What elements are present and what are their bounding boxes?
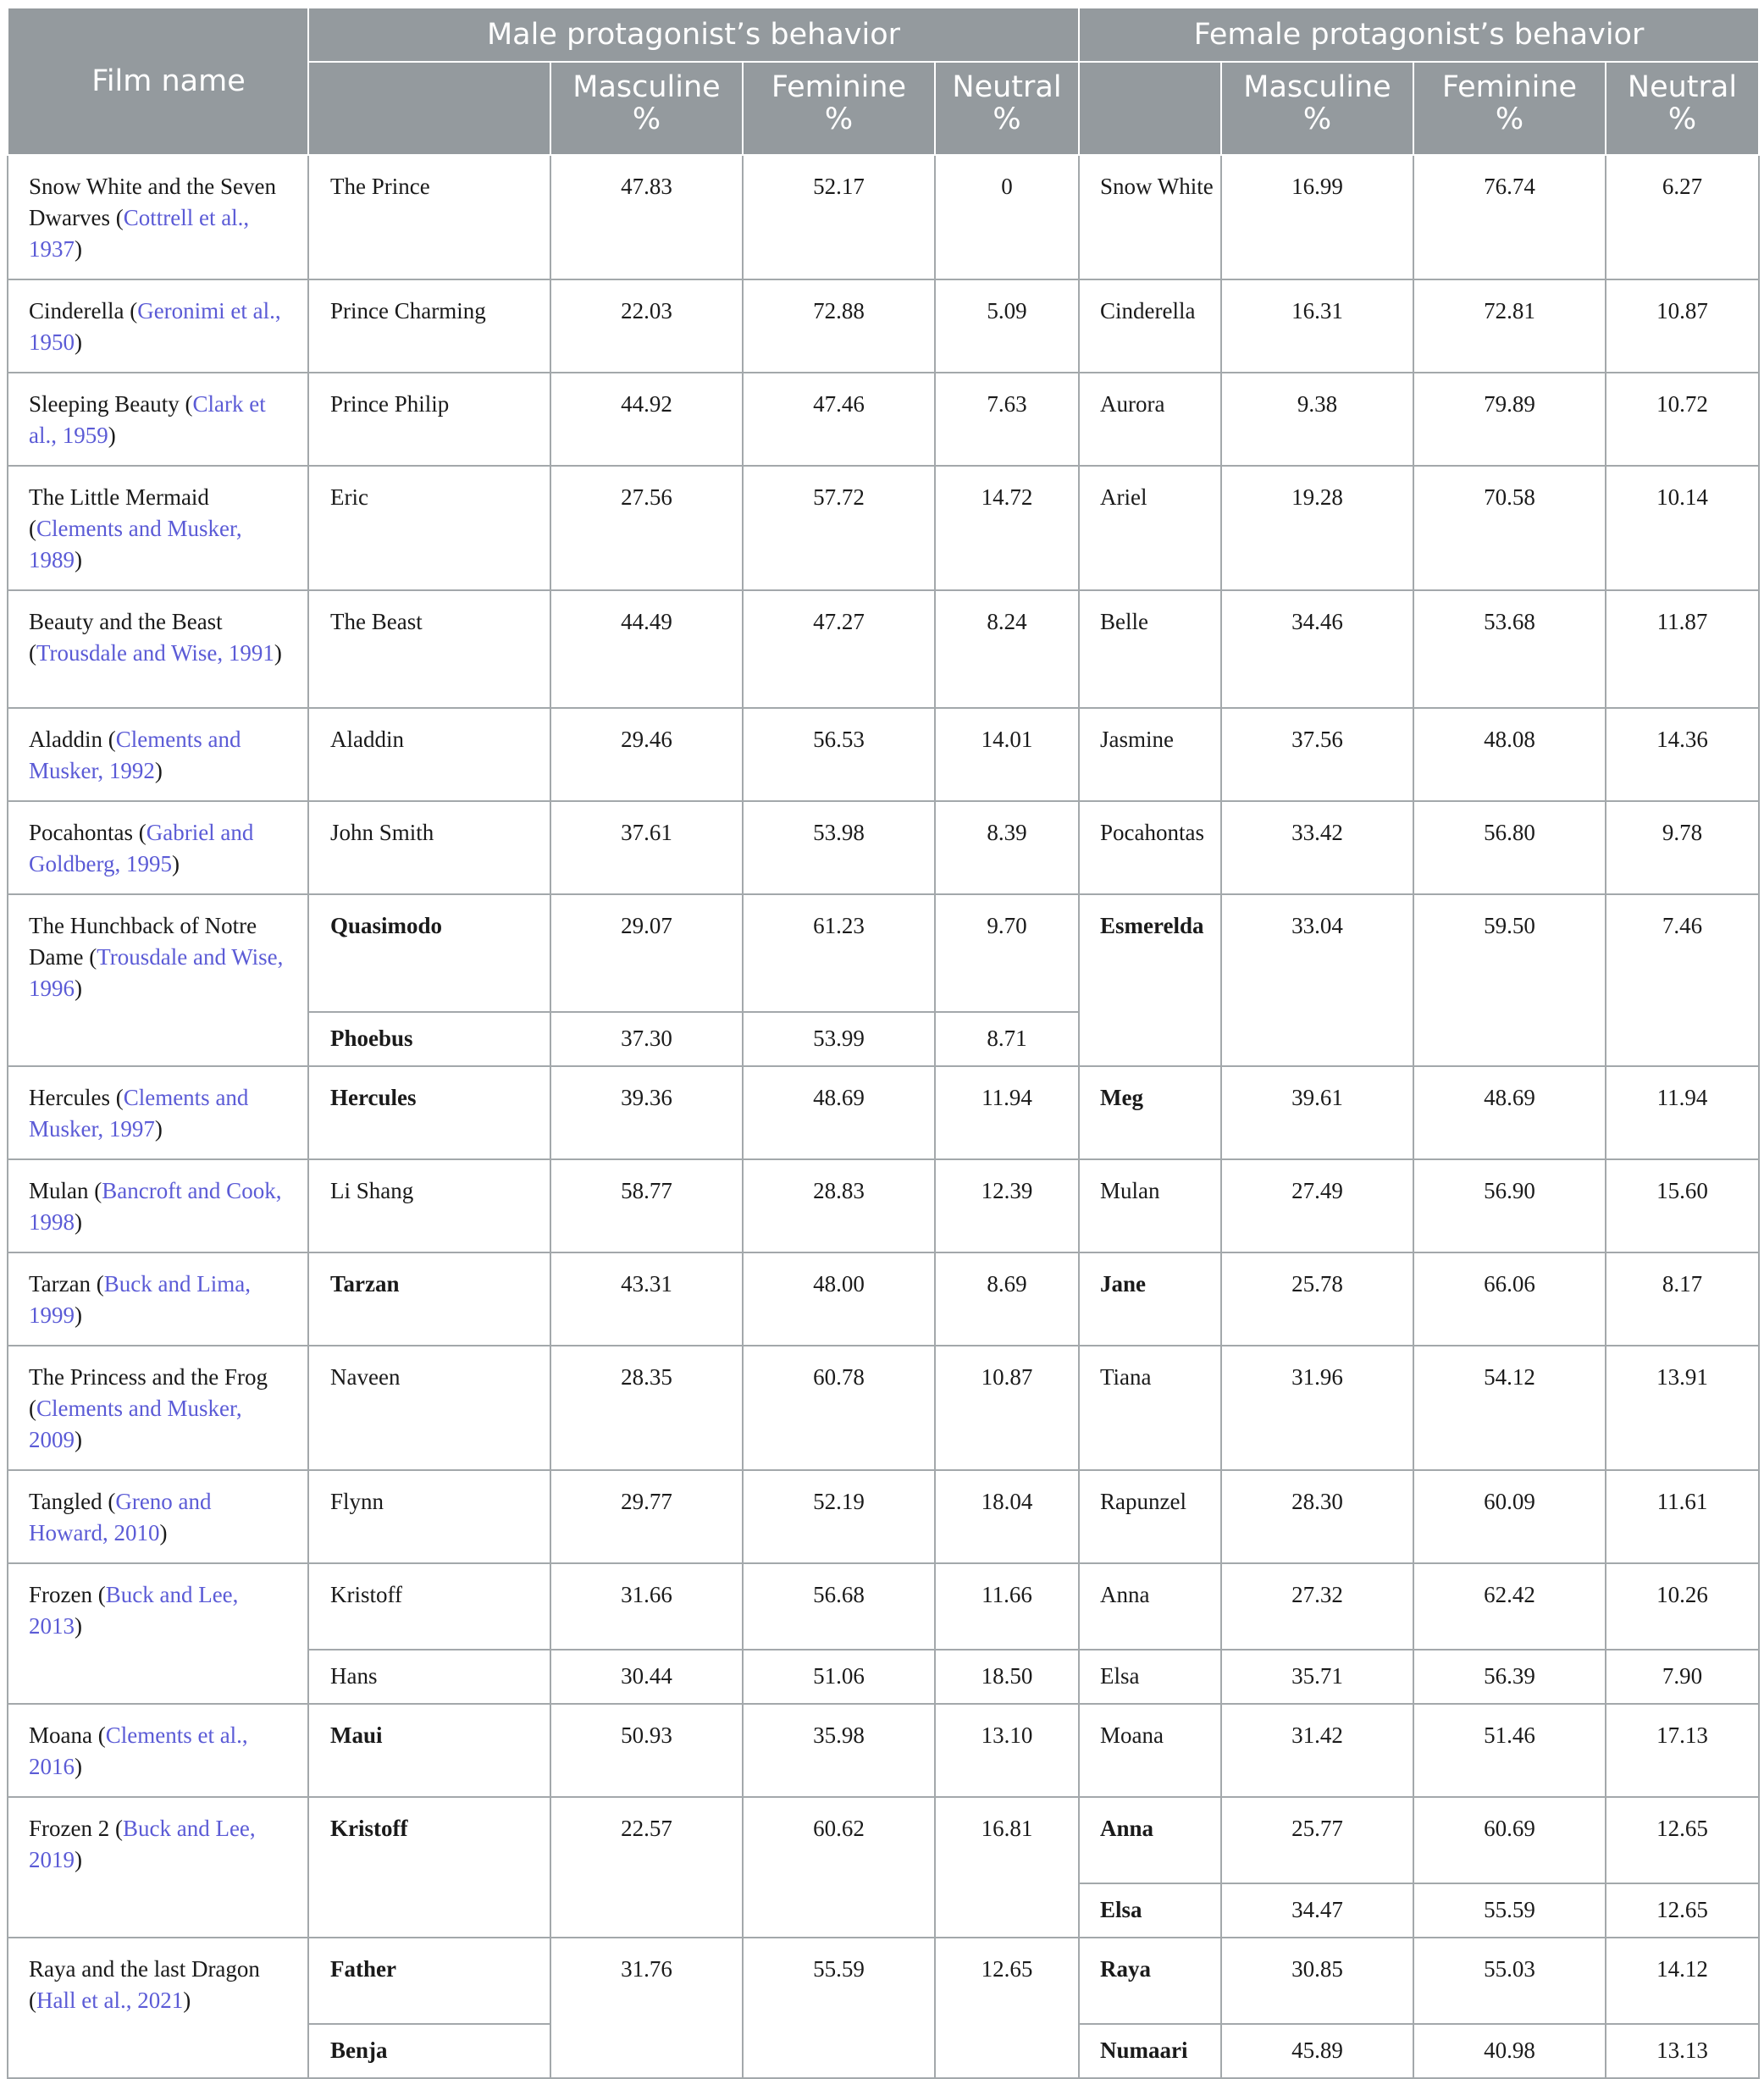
male-neutral-value: 14.72: [935, 466, 1079, 590]
female-character: Aurora: [1079, 373, 1221, 466]
female-masculine-value: 16.31: [1221, 279, 1413, 373]
female-feminine-value: 48.69: [1413, 1066, 1606, 1159]
male-feminine-value: 60.62: [743, 1797, 935, 1938]
film-cell: Moana (Clements et al., 2016): [8, 1704, 308, 1797]
film-cell: Pocahontas (Gabriel and Goldberg, 1995): [8, 801, 308, 894]
film-cell: Tarzan (Buck and Lima, 1999): [8, 1252, 308, 1346]
female-neutral-value: 12.65: [1606, 1883, 1759, 1938]
male-neutral-value: 12.39: [935, 1159, 1079, 1252]
male-neutral-value: 5.09: [935, 279, 1079, 373]
male-character: Prince Charming: [308, 279, 550, 373]
film-cell: Aladdin (Clements and Musker, 1992): [8, 708, 308, 801]
male-feminine-value: 35.98: [743, 1704, 935, 1797]
female-neutral-value: 7.90: [1606, 1650, 1759, 1704]
female-neutral-value: 10.26: [1606, 1563, 1759, 1650]
male-neutral-value: 11.94: [935, 1066, 1079, 1159]
male-masculine-value: 50.93: [550, 1704, 743, 1797]
female-feminine-value: 62.42: [1413, 1563, 1606, 1650]
male-feminine-value: 56.68: [743, 1563, 935, 1650]
male-character: Aladdin: [308, 708, 550, 801]
male-feminine-value: 52.19: [743, 1470, 935, 1563]
male-feminine-value: 53.98: [743, 801, 935, 894]
female-name-header: [1079, 62, 1221, 155]
male-character: Prince Philip: [308, 373, 550, 466]
table-row: [8, 1066, 1759, 1159]
male-feminine-value: 53.99: [743, 1012, 935, 1066]
female-masculine-value: 31.42: [1221, 1704, 1413, 1797]
citation-link[interactable]: Buck and Lee, 2013: [29, 1582, 239, 1639]
male-feminine-value: 47.46: [743, 373, 935, 466]
female-masculine-value: 25.77: [1221, 1797, 1413, 1883]
table-row: [8, 1797, 1759, 1883]
female-character: Moana: [1079, 1704, 1221, 1797]
female-neutral-value: 6.27: [1606, 155, 1759, 279]
female-neutral-value: 14.12: [1606, 1938, 1759, 2024]
table-row: [8, 373, 1759, 466]
female-masculine-value: 28.30: [1221, 1470, 1413, 1563]
male-masculine-value: 37.61: [550, 801, 743, 894]
female-neutral-header: Neutral %: [1606, 62, 1759, 155]
male-feminine-header: Feminine %: [743, 62, 935, 155]
male-neutral-value: 11.66: [935, 1563, 1079, 1650]
female-feminine-value: 60.69: [1413, 1797, 1606, 1883]
female-character: Meg: [1079, 1066, 1221, 1159]
table-row: [8, 1704, 1759, 1797]
female-character: Snow White: [1079, 155, 1221, 279]
female-masculine-value: 30.85: [1221, 1938, 1413, 2024]
female-masculine-value: 35.71: [1221, 1650, 1413, 1704]
citation-link[interactable]: Cottrell et al., 1937: [29, 205, 250, 262]
citation-link[interactable]: Clements and Musker, 1997: [29, 1085, 249, 1142]
female-neutral-value: 13.91: [1606, 1346, 1759, 1470]
male-neutral-value: 16.81: [935, 1797, 1079, 1938]
male-neutral-value: 14.01: [935, 708, 1079, 801]
female-neutral-value: 10.87: [1606, 279, 1759, 373]
male-feminine-value: 61.23: [743, 894, 935, 1012]
male-character: Hans: [308, 1650, 550, 1704]
film-cell: Snow White and the Seven Dwarves (Cottrell et al., 1937): [8, 155, 308, 279]
male-feminine-value: 52.17: [743, 155, 935, 279]
table-row: [8, 1470, 1759, 1563]
citation-link[interactable]: Clements and Musker, 2009: [29, 1396, 242, 1452]
male-feminine-value: 51.06: [743, 1650, 935, 1704]
female-feminine-value: 70.58: [1413, 466, 1606, 590]
male-feminine-value: 72.88: [743, 279, 935, 373]
male-character: Benja: [308, 2024, 550, 2078]
table-row: [8, 894, 1759, 1012]
male-character: Quasimodo: [308, 894, 550, 1012]
table-row: [8, 279, 1759, 373]
female-masculine-header: Masculine %: [1221, 62, 1413, 155]
male-masculine-value: 29.46: [550, 708, 743, 801]
table-row: [8, 1252, 1759, 1346]
male-neutral-header: Neutral %: [935, 62, 1079, 155]
film-cell: Tangled (Greno and Howard, 2010): [8, 1470, 308, 1563]
male-neutral-value: 18.50: [935, 1650, 1079, 1704]
male-character: Flynn: [308, 1470, 550, 1563]
table-row: [8, 1346, 1759, 1470]
film-cell: Mulan (Bancroft and Cook, 1998): [8, 1159, 308, 1252]
male-neutral-value: 13.10: [935, 1704, 1079, 1797]
citation-link[interactable]: Clark et al., 1959: [29, 391, 266, 448]
male-neutral-value: 18.04: [935, 1470, 1079, 1563]
female-character: Mulan: [1079, 1159, 1221, 1252]
film-cell: Sleeping Beauty (Clark et al., 1959): [8, 373, 308, 466]
male-feminine-value: 55.59: [743, 1938, 935, 2078]
male-character: Eric: [308, 466, 550, 590]
female-masculine-value: 33.42: [1221, 801, 1413, 894]
citation-link[interactable]: Buck and Lee, 2019: [29, 1816, 256, 1872]
female-feminine-value: 60.09: [1413, 1470, 1606, 1563]
male-feminine-value: 60.78: [743, 1346, 935, 1470]
male-character: Hercules: [308, 1066, 550, 1159]
citation-link[interactable]: Geronimi et al., 1950: [29, 298, 281, 355]
male-masculine-value: 31.66: [550, 1563, 743, 1650]
male-masculine-value: 58.77: [550, 1159, 743, 1252]
citation-link[interactable]: Clements and Musker, 1992: [29, 727, 241, 783]
female-neutral-value: 7.46: [1606, 894, 1759, 1066]
male-character: Naveen: [308, 1346, 550, 1470]
film-cell: Frozen (Buck and Lee, 2013): [8, 1563, 308, 1704]
female-character: Jane: [1079, 1252, 1221, 1346]
male-neutral-value: 7.63: [935, 373, 1079, 466]
male-feminine-value: 48.00: [743, 1252, 935, 1346]
female-masculine-value: 34.46: [1221, 590, 1413, 708]
female-masculine-value: 16.99: [1221, 155, 1413, 279]
male-character: Kristoff: [308, 1797, 550, 1938]
female-feminine-value: 79.89: [1413, 373, 1606, 466]
film-cell: Raya and the last Dragon (Hall et al., 2021): [8, 1938, 308, 2078]
citation-link[interactable]: Gabriel and Goldberg, 1995: [29, 820, 254, 876]
male-character: John Smith: [308, 801, 550, 894]
film-cell: The Hunchback of Notre Dame (Trousdale and Wise, 1996): [8, 894, 308, 1066]
female-feminine-value: 55.59: [1413, 1883, 1606, 1938]
female-masculine-value: 31.96: [1221, 1346, 1413, 1470]
female-masculine-value: 19.28: [1221, 466, 1413, 590]
male-feminine-value: 48.69: [743, 1066, 935, 1159]
film-cell: The Little Mermaid (Clements and Musker, 1989): [8, 466, 308, 590]
female-character: Belle: [1079, 590, 1221, 708]
female-feminine-value: 56.80: [1413, 801, 1606, 894]
female-neutral-value: 14.36: [1606, 708, 1759, 801]
female-feminine-value: 72.81: [1413, 279, 1606, 373]
film-cell: The Princess and the Frog (Clements and Musker, 2009): [8, 1346, 308, 1470]
female-feminine-value: 59.50: [1413, 894, 1606, 1066]
female-feminine-value: 66.06: [1413, 1252, 1606, 1346]
film-cell: Cinderella (Geronimi et al., 1950): [8, 279, 308, 373]
female-masculine-value: 34.47: [1221, 1883, 1413, 1938]
male-masculine-value: 28.35: [550, 1346, 743, 1470]
female-masculine-value: 33.04: [1221, 894, 1413, 1066]
male-masculine-value: 30.44: [550, 1650, 743, 1704]
female-neutral-value: 10.14: [1606, 466, 1759, 590]
male-masculine-value: 44.49: [550, 590, 743, 708]
male-character: The Beast: [308, 590, 550, 708]
male-masculine-value: 22.57: [550, 1797, 743, 1938]
female-neutral-value: 8.17: [1606, 1252, 1759, 1346]
female-character: Anna: [1079, 1797, 1221, 1883]
table-row: [8, 801, 1759, 894]
male-neutral-value: 0: [935, 155, 1079, 279]
female-masculine-value: 37.56: [1221, 708, 1413, 801]
female-feminine-value: 53.68: [1413, 590, 1606, 708]
male-masculine-value: 39.36: [550, 1066, 743, 1159]
citation-link[interactable]: Trousdale and Wise, 1991: [36, 640, 274, 666]
female-character: Anna: [1079, 1563, 1221, 1650]
male-character: Phoebus: [308, 1012, 550, 1066]
film-cell: Beauty and the Beast (Trousdale and Wise, 1991): [8, 590, 308, 708]
table-row: [8, 1159, 1759, 1252]
male-neutral-value: 8.39: [935, 801, 1079, 894]
female-character: Tiana: [1079, 1346, 1221, 1470]
male-neutral-value: 8.24: [935, 590, 1079, 708]
male-masculine-value: 31.76: [550, 1938, 743, 2078]
female-character: Numaari: [1079, 2024, 1221, 2078]
male-feminine-value: 47.27: [743, 590, 935, 708]
female-character: Esmerelda: [1079, 894, 1221, 1066]
female-masculine-value: 9.38: [1221, 373, 1413, 466]
male-feminine-value: 28.83: [743, 1159, 935, 1252]
table-row: [8, 1563, 1759, 1650]
citation-link[interactable]: Hall et al., 2021: [36, 1988, 184, 2013]
film-cell: Hercules (Clements and Musker, 1997): [8, 1066, 308, 1159]
female-character: Raya: [1079, 1938, 1221, 2024]
citation-link[interactable]: Clements and Musker, 1989: [29, 516, 242, 572]
male-masculine-value: 29.77: [550, 1470, 743, 1563]
female-character: Cinderella: [1079, 279, 1221, 373]
female-neutral-value: 17.13: [1606, 1704, 1759, 1797]
female-feminine-value: 54.12: [1413, 1346, 1606, 1470]
male-masculine-value: 47.83: [550, 155, 743, 279]
film-name-header: Film name: [8, 8, 308, 155]
female-masculine-value: 45.89: [1221, 2024, 1413, 2078]
female-feminine-value: 56.39: [1413, 1650, 1606, 1704]
citation-link[interactable]: Bancroft and Cook, 1998: [29, 1178, 282, 1235]
male-neutral-value: 8.69: [935, 1252, 1079, 1346]
female-masculine-value: 39.61: [1221, 1066, 1413, 1159]
table-row: [8, 708, 1759, 801]
male-character: Father: [308, 1938, 550, 2024]
citation-link[interactable]: Greno and Howard, 2010: [29, 1489, 212, 1545]
male-name-header: [308, 62, 550, 155]
male-masculine-value: 43.31: [550, 1252, 743, 1346]
female-character: Ariel: [1079, 466, 1221, 590]
male-character: The Prince: [308, 155, 550, 279]
header-row-groups: [8, 8, 1759, 62]
female-neutral-value: 11.61: [1606, 1470, 1759, 1563]
male-masculine-value: 22.03: [550, 279, 743, 373]
female-feminine-value: 40.98: [1413, 2024, 1606, 2078]
female-feminine-header: Feminine %: [1413, 62, 1606, 155]
female-masculine-value: 27.49: [1221, 1159, 1413, 1252]
female-masculine-value: 27.32: [1221, 1563, 1413, 1650]
female-neutral-value: 11.87: [1606, 590, 1759, 708]
female-character: Elsa: [1079, 1650, 1221, 1704]
female-neutral-value: 12.65: [1606, 1797, 1759, 1883]
female-character: Pocahontas: [1079, 801, 1221, 894]
male-character: Maui: [308, 1704, 550, 1797]
female-feminine-value: 51.46: [1413, 1704, 1606, 1797]
female-character: Rapunzel: [1079, 1470, 1221, 1563]
film-cell: Frozen 2 (Buck and Lee, 2019): [8, 1797, 308, 1938]
male-neutral-value: 9.70: [935, 894, 1079, 1012]
male-character: Kristoff: [308, 1563, 550, 1650]
citation-link[interactable]: Trousdale and Wise, 1996: [29, 944, 284, 1001]
female-behavior-header: Female protagonist’s behavior: [1079, 8, 1759, 62]
female-masculine-value: 25.78: [1221, 1252, 1413, 1346]
female-neutral-value: 9.78: [1606, 801, 1759, 894]
female-feminine-value: 55.03: [1413, 1938, 1606, 2024]
male-masculine-header: Masculine %: [550, 62, 743, 155]
male-neutral-value: 12.65: [935, 1938, 1079, 2078]
male-feminine-value: 57.72: [743, 466, 935, 590]
citation-link[interactable]: Buck and Lima, 1999: [29, 1271, 252, 1328]
female-neutral-value: 15.60: [1606, 1159, 1759, 1252]
female-feminine-value: 56.90: [1413, 1159, 1606, 1252]
table-row: [8, 590, 1759, 708]
female-character: Elsa: [1079, 1883, 1221, 1938]
female-neutral-value: 10.72: [1606, 373, 1759, 466]
citation-link[interactable]: Clements et al., 2016: [29, 1722, 248, 1779]
female-feminine-value: 48.08: [1413, 708, 1606, 801]
male-character: Tarzan: [308, 1252, 550, 1346]
male-feminine-value: 56.53: [743, 708, 935, 801]
table-row: [8, 155, 1759, 279]
protagonist-behavior-table: [7, 7, 1760, 2079]
male-masculine-value: 44.92: [550, 373, 743, 466]
male-neutral-value: 8.71: [935, 1012, 1079, 1066]
male-behavior-header: Male protagonist’s behavior: [308, 8, 1079, 62]
female-feminine-value: 76.74: [1413, 155, 1606, 279]
female-neutral-value: 11.94: [1606, 1066, 1759, 1159]
table-row: [8, 1938, 1759, 2024]
male-masculine-value: 29.07: [550, 894, 743, 1012]
male-neutral-value: 10.87: [935, 1346, 1079, 1470]
female-character: Jasmine: [1079, 708, 1221, 801]
male-masculine-value: 37.30: [550, 1012, 743, 1066]
male-character: Li Shang: [308, 1159, 550, 1252]
female-neutral-value: 13.13: [1606, 2024, 1759, 2078]
table-row: [8, 466, 1759, 590]
male-masculine-value: 27.56: [550, 466, 743, 590]
